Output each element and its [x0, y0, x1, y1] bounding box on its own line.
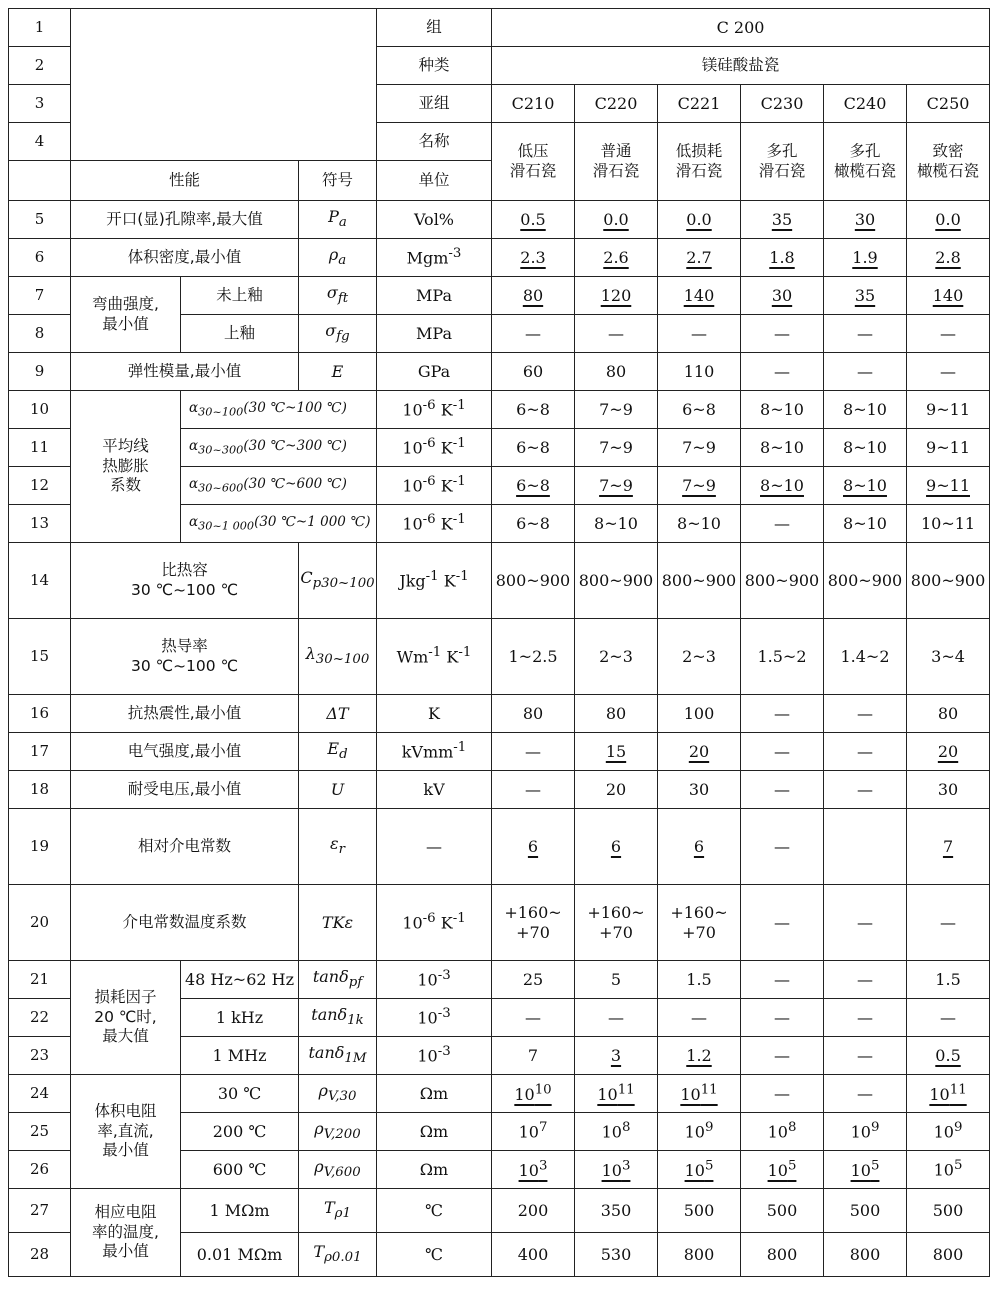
property-value: —: [824, 733, 907, 771]
material-name: 致密 橄榄石瓷: [907, 123, 990, 201]
row-number: 27: [9, 1189, 71, 1233]
property-symbol: ΔT: [299, 695, 377, 733]
property-value: 1.2: [658, 1037, 741, 1075]
row-number: 10: [9, 391, 71, 429]
property-value: —: [824, 695, 907, 733]
sub-condition: 48 Hz~62 Hz: [181, 961, 299, 999]
property-value: 30: [741, 277, 824, 315]
property-symbol: tanδ$_{1M}$: [299, 1037, 377, 1075]
property-symbol: $\lambda_{30\sim 100}$: [299, 619, 377, 695]
property-value: 0.0: [658, 201, 741, 239]
table-body: [9, 9, 990, 1277]
row-number: 17: [9, 733, 71, 771]
property-value: —: [824, 999, 907, 1037]
property-value: 110: [658, 353, 741, 391]
property-value: 2.8: [907, 239, 990, 277]
sub-condition: 1 MHz: [181, 1037, 299, 1075]
property-symbol: $T_{\rho 1}$: [299, 1189, 377, 1233]
table-row: [9, 733, 990, 771]
subgroup-code: C240: [824, 85, 907, 123]
material-name: 多孔 滑石瓷: [741, 123, 824, 201]
sub-condition: $\alpha_{30\sim 1 000}(30$ ℃~1 000 ℃): [181, 505, 377, 543]
property-value: 0.5: [907, 1037, 990, 1075]
property-value: —: [741, 695, 824, 733]
property-value: 80: [492, 695, 575, 733]
row-number: 16: [9, 695, 71, 733]
material-name: 低损耗 滑石瓷: [658, 123, 741, 201]
table-row: [9, 201, 990, 239]
property-value: 6: [658, 809, 741, 885]
property-value: 1.5~2: [741, 619, 824, 695]
row-number: 23: [9, 1037, 71, 1075]
property-value: +160~ +70: [492, 885, 575, 961]
property-value: 8~10: [824, 505, 907, 543]
property-value: 800~900: [492, 543, 575, 619]
property-value: 7: [492, 1037, 575, 1075]
property-value: $10^8$: [741, 1113, 824, 1151]
subgroup-label: 亚组: [377, 85, 492, 123]
property-value: 1.4~2: [824, 619, 907, 695]
subgroup-code: C230: [741, 85, 824, 123]
table-row: [9, 695, 990, 733]
property-unit: Ωm: [377, 1113, 492, 1151]
subgroup-code: C221: [658, 85, 741, 123]
sub-condition: 1 kHz: [181, 999, 299, 1037]
property-unit: kVmm$^{-1}$: [377, 733, 492, 771]
property-unit: Jkg$^{-1}$ $K^{-1}$: [377, 543, 492, 619]
property-value: $10^{11}$: [907, 1075, 990, 1113]
property-value: 8~10: [741, 391, 824, 429]
property-value: 350: [575, 1189, 658, 1233]
property-value: $10^8$: [575, 1113, 658, 1151]
property-value: —: [824, 315, 907, 353]
property-value: 35: [824, 277, 907, 315]
property-value: 80: [575, 695, 658, 733]
property-value: —: [741, 961, 824, 999]
row-number: 3: [9, 85, 71, 123]
property-value: —: [492, 733, 575, 771]
property-unit: Vol%: [377, 201, 492, 239]
table-row: [9, 885, 990, 961]
property-value: 120: [575, 277, 658, 315]
property-value: 200: [492, 1189, 575, 1233]
property-unit: MPa: [377, 277, 492, 315]
property-unit: $10^{-6}$ $K^{-1}$: [377, 429, 492, 467]
property-value: —: [741, 1037, 824, 1075]
sub-condition: 30 ℃: [181, 1075, 299, 1113]
row-number: 26: [9, 1151, 71, 1189]
property-unit: Ωm: [377, 1075, 492, 1113]
property-unit: $10^{-6}$ $K^{-1}$: [377, 885, 492, 961]
property-group-label: 损耗因子 20 ℃时, 最大值: [71, 961, 181, 1075]
table-row: [9, 809, 990, 885]
property-value: 6: [575, 809, 658, 885]
row-number: 4: [9, 123, 71, 161]
property-value: 800: [658, 1233, 741, 1277]
property-value: $10^9$: [824, 1113, 907, 1151]
property-value: 500: [741, 1189, 824, 1233]
property-unit: K: [377, 695, 492, 733]
property-unit: $10^{-3}$: [377, 999, 492, 1037]
sub-condition: 未上釉: [181, 277, 299, 315]
sub-condition: 1 MΩm: [181, 1189, 299, 1233]
property-unit: MPa: [377, 315, 492, 353]
property-value: $10^9$: [907, 1113, 990, 1151]
row-number: 21: [9, 961, 71, 999]
property-unit: $10^{-3}$: [377, 1037, 492, 1075]
property-value: 8~10: [575, 505, 658, 543]
table-row: [9, 771, 990, 809]
property-value: 7~9: [575, 467, 658, 505]
property-value: 800~900: [907, 543, 990, 619]
property-value: $10^{11}$: [658, 1075, 741, 1113]
table-row: [9, 1075, 990, 1113]
property-unit: $Wm^{-1}$ $K^{-1}$: [377, 619, 492, 695]
property-value: 500: [907, 1189, 990, 1233]
row-number: 22: [9, 999, 71, 1037]
table-row: [9, 353, 990, 391]
property-label: 弹性模量,最小值: [71, 353, 299, 391]
property-label: 耐受电压,最小值: [71, 771, 299, 809]
property-unit: Mgm$^{-3}$: [377, 239, 492, 277]
property-value: —: [824, 1075, 907, 1113]
property-value: 6~8: [658, 391, 741, 429]
property-value: $10^3$: [575, 1151, 658, 1189]
property-value: 1.5: [658, 961, 741, 999]
property-value: —: [907, 315, 990, 353]
table-row: [9, 543, 990, 619]
row-number: 28: [9, 1233, 71, 1277]
property-value: 6~8: [492, 391, 575, 429]
kind-value: 镁硅酸盐瓷: [492, 47, 990, 85]
row-number: 15: [9, 619, 71, 695]
property-value: [824, 809, 907, 885]
property-label: 体积密度,最小值: [71, 239, 299, 277]
property-value: 35: [741, 201, 824, 239]
row-number: 12: [9, 467, 71, 505]
table-row: [9, 961, 990, 999]
material-name: 普通 滑石瓷: [575, 123, 658, 201]
symbol-column-title: 符号: [299, 161, 377, 201]
property-value: 800: [741, 1233, 824, 1277]
property-value: —: [575, 315, 658, 353]
property-symbol: TKε: [299, 885, 377, 961]
sub-condition: 200 ℃: [181, 1113, 299, 1151]
property-value: $10^5$: [658, 1151, 741, 1189]
property-value: —: [492, 771, 575, 809]
property-value: $10^3$: [492, 1151, 575, 1189]
property-value: 6~8: [492, 429, 575, 467]
material-name: 低压 滑石瓷: [492, 123, 575, 201]
row-number: 18: [9, 771, 71, 809]
row-number: 9: [9, 353, 71, 391]
property-value: 1.9: [824, 239, 907, 277]
property-value: 7~9: [575, 429, 658, 467]
property-value: —: [658, 999, 741, 1037]
property-value: —: [741, 353, 824, 391]
property-symbol: $\sigma_{ft}$: [299, 277, 377, 315]
property-group-label: 平均线 热膨胀 系数: [71, 391, 181, 543]
row-number: [9, 161, 71, 201]
property-value: 800~900: [658, 543, 741, 619]
property-value: +160~ +70: [658, 885, 741, 961]
property-column-title: 性能: [71, 161, 299, 201]
blank-corner-cell: [71, 9, 377, 161]
property-value: 7: [907, 809, 990, 885]
table-row: [9, 239, 990, 277]
sub-condition: 600 ℃: [181, 1151, 299, 1189]
property-value: —: [824, 885, 907, 961]
property-value: 5: [575, 961, 658, 999]
property-value: 30: [658, 771, 741, 809]
property-value: 9~11: [907, 391, 990, 429]
property-value: 7~9: [575, 391, 658, 429]
property-value: 140: [658, 277, 741, 315]
property-value: 800: [907, 1233, 990, 1277]
property-value: 800~900: [575, 543, 658, 619]
sub-condition: $\alpha_{30\sim 300}(30$ ℃~300 ℃): [181, 429, 377, 467]
property-value: 2.6: [575, 239, 658, 277]
property-value: $10^9$: [658, 1113, 741, 1151]
property-value: —: [824, 771, 907, 809]
property-unit: $10^{-6}$ $K^{-1}$: [377, 505, 492, 543]
property-value: —: [658, 315, 741, 353]
row-number: 24: [9, 1075, 71, 1113]
property-value: 500: [658, 1189, 741, 1233]
property-value: 1.5: [907, 961, 990, 999]
table-row: [9, 1189, 990, 1233]
property-value: —: [824, 961, 907, 999]
property-value: +160~ +70: [575, 885, 658, 961]
property-symbol: $E_d$: [299, 733, 377, 771]
subgroup-code: C250: [907, 85, 990, 123]
property-label: 热导率 30 ℃~100 ℃: [71, 619, 299, 695]
table-row: [9, 391, 990, 429]
property-value: 530: [575, 1233, 658, 1277]
property-value: —: [741, 809, 824, 885]
property-value: —: [741, 505, 824, 543]
row-number: 7: [9, 277, 71, 315]
property-value: 9~11: [907, 429, 990, 467]
property-group-label: 相应电阻 率的温度, 最小值: [71, 1189, 181, 1277]
property-value: 0.0: [907, 201, 990, 239]
property-value: $10^5$: [741, 1151, 824, 1189]
row-number: 6: [9, 239, 71, 277]
property-value: 80: [492, 277, 575, 315]
row-number: 19: [9, 809, 71, 885]
property-value: 7~9: [658, 429, 741, 467]
property-unit: —: [377, 809, 492, 885]
property-symbol: E: [299, 353, 377, 391]
property-value: 8~10: [741, 429, 824, 467]
property-value: —: [741, 885, 824, 961]
property-unit: $10^{-6}$ $K^{-1}$: [377, 467, 492, 505]
property-label: 电气强度,最小值: [71, 733, 299, 771]
property-unit: Ωm: [377, 1151, 492, 1189]
property-value: $10^{11}$: [575, 1075, 658, 1113]
table-row: [9, 9, 990, 47]
kind-label: 种类: [377, 47, 492, 85]
property-symbol: $P_a$: [299, 201, 377, 239]
subgroup-code: C220: [575, 85, 658, 123]
property-unit: ℃: [377, 1189, 492, 1233]
subgroup-code: C210: [492, 85, 575, 123]
property-value: 1~2.5: [492, 619, 575, 695]
group-label: 组: [377, 9, 492, 47]
property-label: 开口(显)孔隙率,最大值: [71, 201, 299, 239]
property-value: $10^{10}$: [492, 1075, 575, 1113]
property-symbol: $\rho_{V,30}$: [299, 1075, 377, 1113]
material-name: 多孔 橄榄石瓷: [824, 123, 907, 201]
property-unit: $10^{-3}$: [377, 961, 492, 999]
property-value: 60: [492, 353, 575, 391]
property-symbol: tanδ$_{pf}$: [299, 961, 377, 999]
row-number: 11: [9, 429, 71, 467]
property-value: 8~10: [824, 429, 907, 467]
property-symbol: $\rho_{V,600}$: [299, 1151, 377, 1189]
row-number: 13: [9, 505, 71, 543]
property-value: 140: [907, 277, 990, 315]
property-value: —: [492, 315, 575, 353]
property-value: 800: [824, 1233, 907, 1277]
property-value: 7~9: [658, 467, 741, 505]
property-value: 2.3: [492, 239, 575, 277]
property-label: 介电常数温度系数: [71, 885, 299, 961]
property-value: 30: [824, 201, 907, 239]
property-value: —: [824, 1037, 907, 1075]
property-value: $10^5$: [824, 1151, 907, 1189]
property-value: 3~4: [907, 619, 990, 695]
row-number: 25: [9, 1113, 71, 1151]
property-value: —: [741, 771, 824, 809]
ceramic-property-table: [8, 8, 990, 1277]
property-value: 80: [907, 695, 990, 733]
property-value: 3: [575, 1037, 658, 1075]
property-symbol: $T_{\rho 0.01}$: [299, 1233, 377, 1277]
property-value: —: [907, 353, 990, 391]
property-value: —: [741, 733, 824, 771]
property-value: 6~8: [492, 505, 575, 543]
sub-condition: 0.01 MΩm: [181, 1233, 299, 1277]
row-number: 20: [9, 885, 71, 961]
property-value: 15: [575, 733, 658, 771]
property-value: —: [741, 999, 824, 1037]
property-value: 8~10: [824, 391, 907, 429]
group-value: C 200: [492, 9, 990, 47]
row-number: 1: [9, 9, 71, 47]
property-value: 0.0: [575, 201, 658, 239]
property-value: 0.5: [492, 201, 575, 239]
sub-condition: $\alpha_{30\sim 600}(30$ ℃~600 ℃): [181, 467, 377, 505]
property-value: 30: [907, 771, 990, 809]
property-label: 抗热震性,最小值: [71, 695, 299, 733]
property-value: 800~900: [824, 543, 907, 619]
property-group-label: 体积电阻 率,直流, 最小值: [71, 1075, 181, 1189]
property-unit: $10^{-6}$ $K^{-1}$: [377, 391, 492, 429]
property-unit: ℃: [377, 1233, 492, 1277]
property-value: 10~11: [907, 505, 990, 543]
row-number: 2: [9, 47, 71, 85]
sub-condition: $\alpha_{30\sim 100}(30$ ℃~100 ℃): [181, 391, 377, 429]
property-value: —: [741, 1075, 824, 1113]
property-value: 1.8: [741, 239, 824, 277]
property-value: 8~10: [824, 467, 907, 505]
row-number: 14: [9, 543, 71, 619]
property-label: 比热容 30 ℃~100 ℃: [71, 543, 299, 619]
property-value: 20: [575, 771, 658, 809]
property-value: 6~8: [492, 467, 575, 505]
table-row: [9, 619, 990, 695]
property-symbol: $C_{p30\sim 100}$: [299, 543, 377, 619]
property-symbol: $\rho_a$: [299, 239, 377, 277]
name-label: 名称: [377, 123, 492, 161]
property-value: 20: [658, 733, 741, 771]
property-value: 80: [575, 353, 658, 391]
property-value: $10^5$: [907, 1151, 990, 1189]
property-symbol: U: [299, 771, 377, 809]
property-value: 20: [907, 733, 990, 771]
property-value: 25: [492, 961, 575, 999]
property-value: $10^7$: [492, 1113, 575, 1151]
property-value: 2~3: [658, 619, 741, 695]
property-group-label: 弯曲强度, 最小值: [71, 277, 181, 353]
property-value: —: [824, 353, 907, 391]
property-value: 800~900: [741, 543, 824, 619]
property-value: 2~3: [575, 619, 658, 695]
unit-column-title: 单位: [377, 161, 492, 201]
property-symbol: tanδ$_{1k}$: [299, 999, 377, 1037]
property-value: —: [907, 999, 990, 1037]
property-value: —: [741, 315, 824, 353]
property-value: —: [907, 885, 990, 961]
property-value: —: [575, 999, 658, 1037]
property-value: 8~10: [741, 467, 824, 505]
sub-condition: 上釉: [181, 315, 299, 353]
property-unit: GPa: [377, 353, 492, 391]
property-symbol: $\sigma_{fg}$: [299, 315, 377, 353]
property-value: 400: [492, 1233, 575, 1277]
property-value: 100: [658, 695, 741, 733]
property-symbol: $\rho_{V,200}$: [299, 1113, 377, 1151]
row-number: 8: [9, 315, 71, 353]
property-value: 9~11: [907, 467, 990, 505]
property-value: 500: [824, 1189, 907, 1233]
property-value: 6: [492, 809, 575, 885]
property-value: 8~10: [658, 505, 741, 543]
property-label: 相对介电常数: [71, 809, 299, 885]
property-unit: kV: [377, 771, 492, 809]
property-symbol: $\varepsilon_r$: [299, 809, 377, 885]
property-value: 2.7: [658, 239, 741, 277]
table-row: [9, 277, 990, 315]
property-value: —: [492, 999, 575, 1037]
row-number: 5: [9, 201, 71, 239]
